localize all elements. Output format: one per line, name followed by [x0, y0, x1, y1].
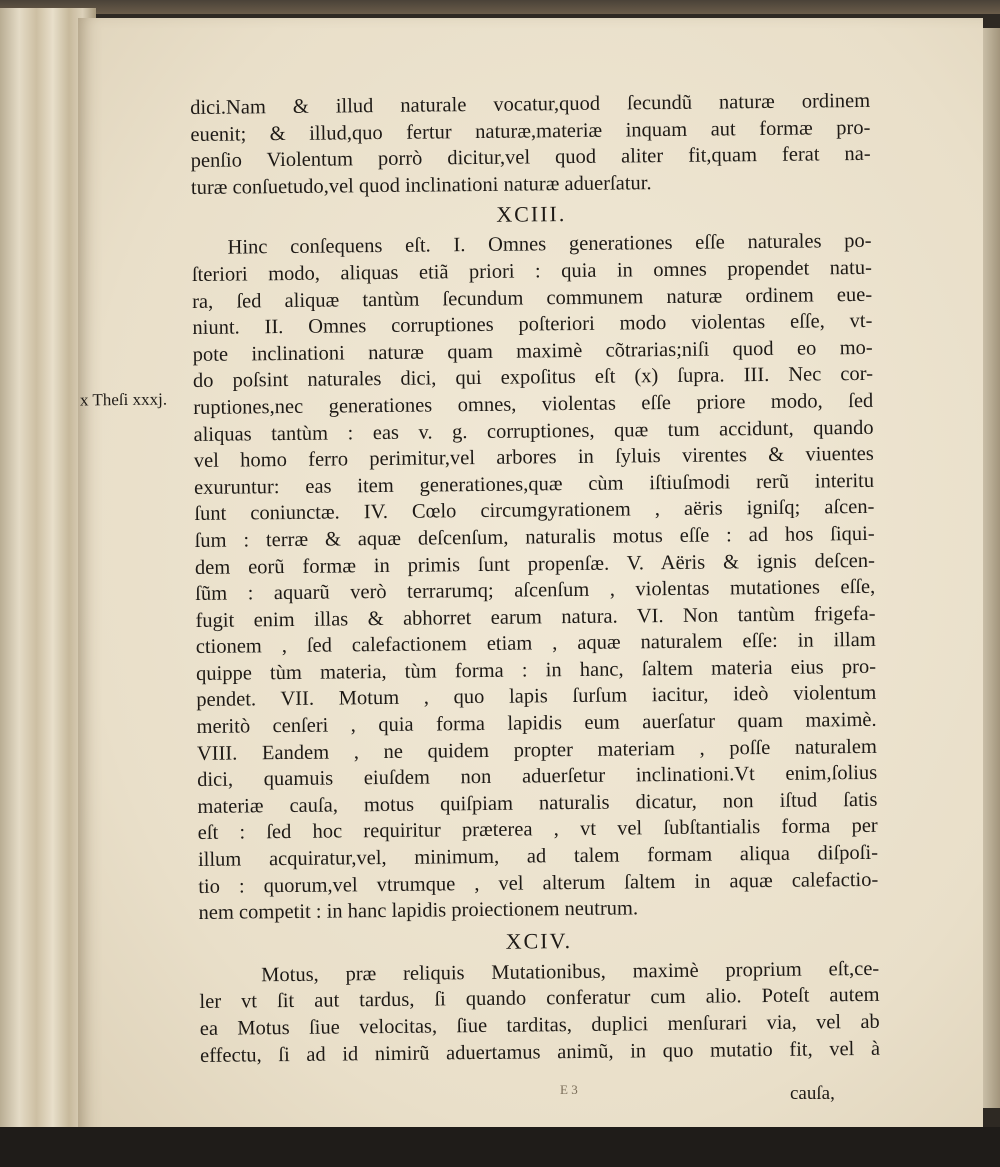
text-line: fugit enim illas & abhorret earum natura. VI. Non tantùm frigefa- [195, 602, 876, 632]
text-line: ſteriori modo, aliquas etiã priori : quia in omnes propendet natu- [191, 256, 872, 286]
book-cover-top [0, 0, 1000, 14]
text-line: meritò cenſeri , quia forma lapidis eum auerſatur quam maximè. [196, 708, 877, 739]
text-line: exuruntur: eas item generationes,quæ cùm iſtiuſmodi rerũ interitu [193, 469, 875, 499]
text-line: materiæ cauſa, motus quiſpiam naturalis dicatur, non iſtud ſatis [197, 788, 878, 818]
text-line: quippe tùm materia, tùm forma : in hanc, ſaltem materia eius pro- [195, 655, 877, 685]
text-line: ſum : terræ & aquæ deſcenſum, naturalis motus eſſe : ad hos ſiqui- [194, 522, 875, 552]
text-line: do poſsint naturales dici, qui expoſitus eſt (x) ſupra. III. Nec cor- [192, 363, 874, 393]
text-line: dici.Nam & illud naturale vocatur,quod ſecundũ naturæ ordinem [190, 89, 871, 119]
text-line: ſunt coniunctæ. IV. Cœlo circumgyrationem , aëris igniſq; aſcen- [194, 496, 875, 526]
text-line: ſũm : aquarũ verò terrarumq; aſcenſum , violentas mutationes eſſe, [195, 575, 876, 606]
text-line: ruptiones,nec generationes omnes, violentas eſſe priore modo, ſed [193, 389, 874, 419]
text-line: ler vt ſit aut tardus, ſi quando conferatur cum alio. Poteſt autem [199, 984, 880, 1014]
catchword: cauſa, [790, 1083, 835, 1104]
text-line: tio : quorum,vel vtrumque , vel alterum ſaltem in aquæ calefactio- [198, 868, 879, 898]
text-line: ctionem , ſed calefactionem etiam , aquæ naturalem eſſe: in illam [195, 629, 876, 659]
text-line: ea Motus ſiue velocitas, ſiue tarditas, duplici menſurari via, vel ab [199, 1010, 880, 1040]
text-line: pote inclinationi naturæ quam maximè cõtrarias;niſi quod eo mo- [192, 336, 873, 366]
text-line: penſio Violentum porrò dicitur,vel quod aliter fit,quam ferat na- [190, 143, 871, 173]
text-line: niunt. II. Omnes corruptiones poſteriori modo violentas eſſe, vt- [192, 310, 873, 340]
text-line: illum acquiratur,vel, minimum, ad talem formam aliqua diſpoſi- [197, 841, 879, 871]
text-line: dem eorũ formæ in primis ſunt propenſæ. V. Aëris & ignis deſcen- [194, 549, 876, 579]
background-shadow [0, 1127, 1000, 1167]
margin-note: x Theſi xxxj. [79, 389, 168, 410]
signature-mark: E 3 [560, 1082, 578, 1097]
text-line: turæ conſuetudo,vel quod inclinationi naturæ aduerſatur. [190, 171, 652, 199]
text-line: effectu, ſi ad id nimirũ aduertamus animũ, in quo mutatio fit, vel à [199, 1037, 881, 1067]
text-line: VIII. Eandem , ne quidem propter materiam , poſſe naturalem [196, 735, 877, 765]
text-line: nem competit : in hanc lapidis proiectionem neutrum. [198, 897, 639, 925]
text-line: Hinc conſequens eſt. I. Omnes generationes eſſe naturales po- [227, 230, 872, 259]
text-line: vel homo ferro perimitur,vel arbores in ſyluis virentes & viuentes [193, 442, 874, 473]
text-line: aliquas tantùm : eas v. g. corruptiones, quæ tum accidunt, quando [193, 416, 874, 446]
text-line: Motus, præ reliquis Mutationibus, maximè proprium eſt,ce- [261, 957, 880, 987]
text-line: euenit; & illud,quo fertur naturæ,materiæ inquam aut formæ pro- [190, 116, 871, 146]
section-heading-94: XCIV. [505, 927, 573, 954]
text-line: ra, ſed aliquæ tantùm ſecundum communem naturæ ordinem eue- [192, 283, 873, 313]
section-heading-93: XCIII. [496, 201, 567, 228]
page-text-block [190, 88, 880, 1069]
text-line: pendet. VII. Motum , quo lapis ſurſum iacitur, ideò violentum [196, 682, 877, 712]
text-line: eſt : ſed hoc requiritur præterea , vt vel ſubſtantialis forma per [197, 815, 878, 845]
text-line: dici, quamuis eiuſdem non aduerſetur inclinationi.Vt enim,ſolius [197, 762, 878, 792]
